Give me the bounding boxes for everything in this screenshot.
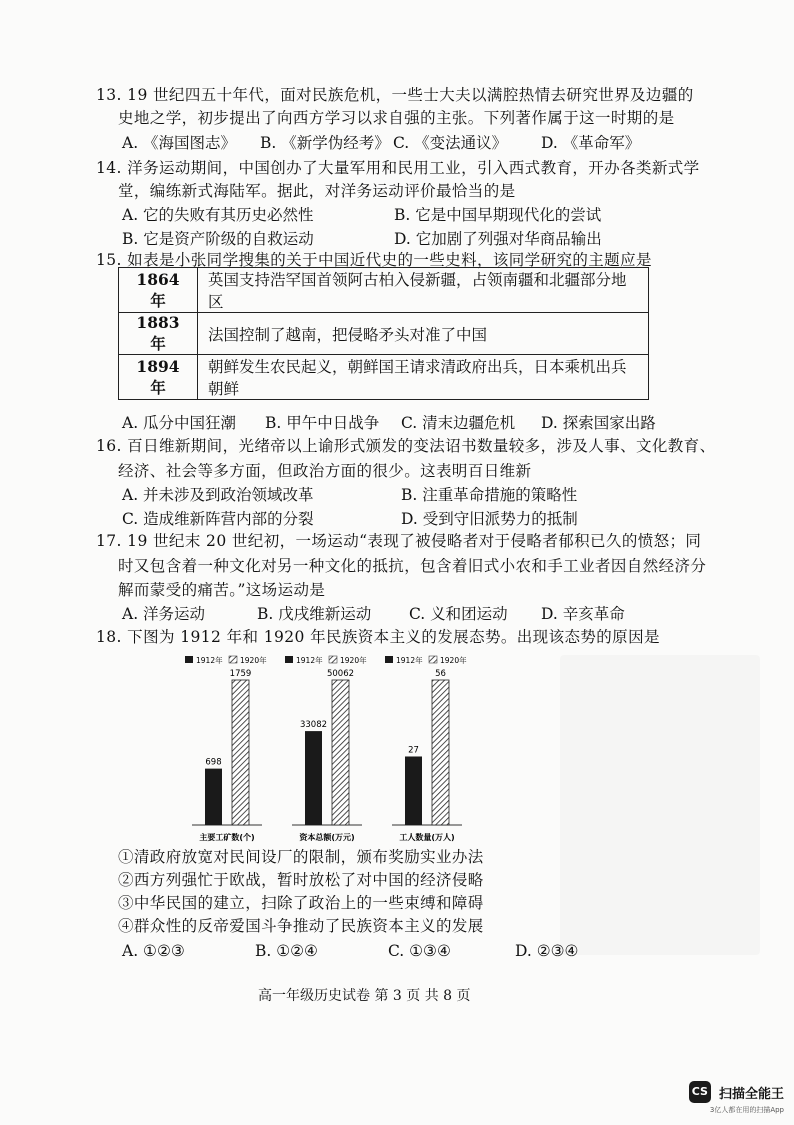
category-label: 资本总额(万元) (299, 833, 355, 842)
data-label: 50062 (326, 669, 355, 679)
table-row (119, 355, 649, 400)
table-event: 英国支持浩罕国首领阿古柏入侵新疆，占领南疆和北疆部分地区 (198, 268, 649, 313)
scanner-logo-icon: CS (689, 1081, 711, 1103)
q16-stem-line1: 16. 百日维新期间，光绪帝以上谕形式颁发的变法诏书数量较多，涉及人事、文化教育、 (96, 437, 716, 455)
q16-option-a: A. 并未涉及到政治领域改革 (122, 486, 314, 504)
legend-swatch-1912 (285, 656, 293, 663)
q16-option-b: B. 注重革命措施的策略性 (401, 486, 578, 504)
page-footer: 高一年级历史试卷 第 3 页 共 8 页 (258, 988, 471, 1004)
q18-item-1: ①清政府放宽对民间设厂的限制，颁布奖励实业办法 (118, 848, 484, 866)
scanner-tagline: 3亿人都在用的扫描App (709, 1106, 784, 1114)
table-year: 1883 年 (119, 313, 198, 355)
bar-1912年-2 (305, 731, 322, 825)
q14-stem-line1: 14. 洋务运动期间，中国创办了大量军用和民用工业，引入西式教育，开办各类新式学 (96, 159, 700, 177)
table-year: 1864 年 (119, 268, 198, 313)
table-year: 1894 年 (119, 355, 198, 400)
bar-1912年-3 (405, 756, 422, 825)
legend-swatch-1912 (185, 656, 193, 663)
q13-option-b: B. 《新学伪经考》 (260, 134, 390, 152)
category-label: 工人数量(万人) (399, 833, 455, 842)
legend-swatch-1920 (329, 656, 337, 663)
scanner-watermark (689, 1081, 784, 1115)
q14-option-b: B. 它是中国早期现代化的尝试 (394, 206, 602, 224)
data-label: 698 (205, 757, 222, 768)
data-label: 1759 (229, 669, 252, 679)
q18-item-3: ③中华民国的建立，扫除了政治上的一些束缚和障碍 (118, 894, 484, 912)
legend-swatch-1920 (429, 656, 437, 663)
table-event: 法国控制了越南，把侵略矛头对准了中国 (198, 313, 649, 355)
q16-stem-line2: 经济、社会等多方面，但政治方面的很少。这表明百日维新 (118, 462, 532, 480)
q18-item-4: ④群众性的反帝爱国斗争推动了民族资本主义的发展 (118, 917, 484, 935)
data-label: 56 (435, 669, 446, 679)
q13-option-a: A. 《海国图志》 (122, 134, 237, 152)
q18-option-d: D. ②③④ (515, 942, 579, 960)
q18-stem: 18. 下图为 1912 年和 1920 年民族资本主义的发展态势。出现该态势的原因是 (96, 628, 660, 646)
q18-item-2: ②西方列强忙于欧战，暂时放松了对中国的经济侵略 (118, 871, 484, 889)
data-label: 27 (408, 745, 419, 756)
q14-option-a: A. 它的失败有其历史必然性 (122, 206, 314, 224)
q17-option-b: B. 戊戌维新运动 (257, 605, 372, 623)
legend-swatch-1920 (229, 656, 237, 663)
table-event: 朝鲜发生农民起义，朝鲜国王请求清政府出兵，日本乘机出兵朝鲜 (198, 355, 649, 400)
data-label: 33082 (299, 720, 328, 731)
legend-label-1912: 1912年 (196, 656, 223, 665)
table-row (119, 313, 649, 355)
q17-stem-line1: 17. 19 世纪末 20 世纪初，一场运动“表现了被侵略者对于侵略者郁积已久的愤怒；同 (96, 532, 702, 550)
q13-option-d: D. 《革命军》 (541, 134, 641, 152)
legend-label-1920: 1920年 (340, 656, 367, 665)
bar-1912年-1 (205, 769, 222, 825)
bar-1920年-2 (332, 680, 349, 825)
legend-swatch-1912 (385, 656, 393, 663)
q14-option-d: D. 它加剧了列强对华商品输出 (394, 230, 602, 248)
q15-stem: 15. 如表是小张同学搜集的关于中国近代史的一些史料，该同学研究的主题应是 (96, 251, 652, 269)
legend-label-1920: 1920年 (240, 656, 267, 665)
q13-stem-line2: 史地之学，初步提出了向西方学习以求自强的主张。下列著作属于这一时期的是 (118, 109, 675, 127)
q18-option-c: C. ①③④ (388, 942, 451, 960)
q14-option-c: B. 它是资产阶级的自救运动 (122, 230, 314, 248)
legend-label-1912: 1912年 (296, 656, 323, 665)
q13-stem-line1: 13. 19 世纪四五十年代，面对民族危机，一些士大夫以满腔热情去研究世界及边疆的 (96, 86, 694, 104)
scanner-name: 扫描全能王 (718, 1086, 784, 1102)
q17-option-a: A. 洋务运动 (122, 605, 206, 623)
legend-label-1920: 1920年 (440, 656, 467, 665)
q18-option-a: A. ①②③ (122, 942, 185, 960)
q14-stem-line2: 堂，编练新式海陆军。据此，对洋务运动评价最恰当的是 (118, 182, 516, 200)
q15-option-b: B. 甲午中日战争 (265, 414, 380, 432)
q17-option-c: C. 义和团运动 (409, 605, 508, 623)
table-row (119, 268, 649, 313)
legend-label-1912: 1912年 (396, 656, 423, 665)
q17-option-d: D. 辛亥革命 (541, 605, 625, 623)
q17-stem-line3: 解而蒙受的痛苦。”这场运动是 (118, 581, 326, 599)
category-label: 主要工矿数(个) (199, 833, 255, 842)
q15-option-a: A. 瓜分中国狂潮 (122, 414, 237, 432)
q16-option-d: D. 受到守旧派势力的抵制 (401, 510, 578, 528)
q18-option-b: B. ①②④ (255, 942, 318, 960)
q13-option-c: C. 《变法通议》 (393, 134, 508, 152)
q17-stem-line2: 时又包含着一种文化对另一种文化的抵抗，包含着旧式小农和手工业者因自然经济分 (118, 557, 707, 575)
bar-1920年-3 (432, 680, 449, 825)
history-table (118, 267, 649, 400)
bar-1920年-1 (232, 680, 249, 825)
bar-chart (180, 650, 480, 845)
q15-option-c: C. 清末边疆危机 (401, 414, 516, 432)
q15-option-d: D. 探索国家出路 (541, 414, 656, 432)
q16-option-c: C. 造成维新阵营内部的分裂 (122, 510, 314, 528)
